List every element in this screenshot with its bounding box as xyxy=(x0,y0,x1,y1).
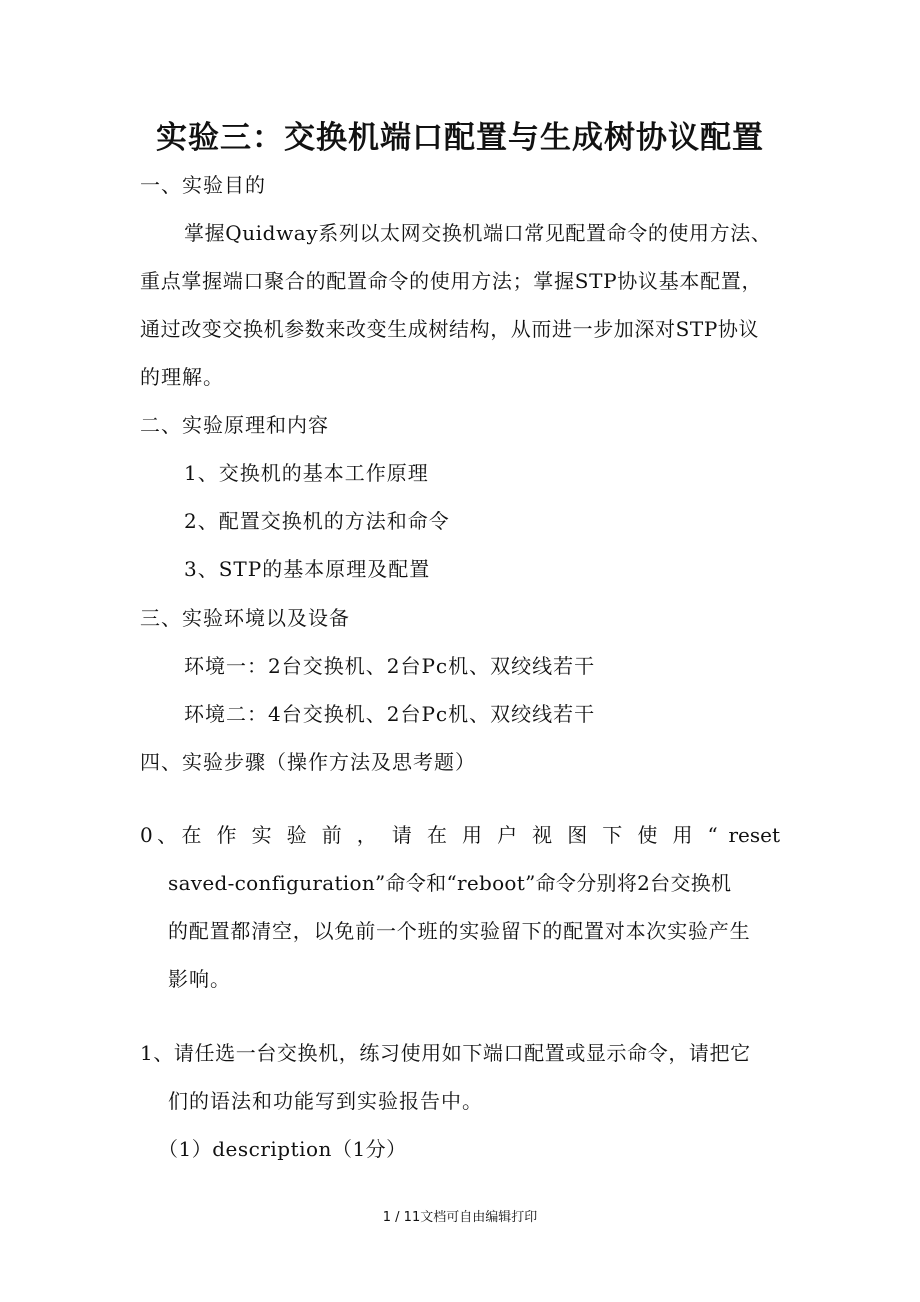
step-0-line: 影响。 xyxy=(168,967,231,991)
paragraph-line: 的理解。 xyxy=(140,365,224,389)
step-1-subitem: （1）description（1分） xyxy=(158,1137,407,1161)
section-heading-objective: 一、实验目的 xyxy=(140,173,266,197)
step-1-line: 1、请任选一台交换机，练习使用如下端口配置或显示命令，请把它 xyxy=(140,1041,751,1065)
paragraph-line: 重点掌握端口聚合的配置命令的使用方法；掌握STP协议基本配置， xyxy=(140,269,763,293)
step-1-line: 们的语法和功能写到实验报告中。 xyxy=(168,1089,483,1113)
paragraph-line: 通过改变交换机参数来改变生成树结构，从而进一步加深对STP协议 xyxy=(140,317,760,341)
page-footer: 1 / 11文档可自由编辑打印 xyxy=(382,1210,538,1225)
paragraph-line: 掌握Quidway系列以太网交换机端口常见配置命令的使用方法、 xyxy=(184,221,772,245)
list-item: 1、交换机的基本工作原理 xyxy=(184,461,429,485)
section-heading-environment: 三、实验环境以及设备 xyxy=(140,606,350,630)
step-0-line: saved-configuration”命令和“reboot”命令分别将2台交换机 xyxy=(168,871,732,895)
section-heading-steps: 四、实验步骤（操作方法及思考题） xyxy=(140,750,476,774)
list-item: 环境一：2台交换机、2台Pc机、双绞线若干 xyxy=(184,654,596,678)
list-item: 环境二：4台交换机、2台Pc机、双绞线若干 xyxy=(184,702,596,726)
list-item: 3、STP的基本原理及配置 xyxy=(184,557,431,581)
document-title: 实验三：交换机端口配置与生成树协议配置 xyxy=(156,120,764,156)
step-0-line: 0、在 作 实 验 前 ， 请 在 用 户 视 图 下 使 用 “ reset xyxy=(140,823,780,847)
section-heading-principle: 二、实验原理和内容 xyxy=(140,413,329,437)
list-item: 2、配置交换机的方法和命令 xyxy=(184,509,450,533)
step-0-line: 的配置都清空，以免前一个班的实验留下的配置对本次实验产生 xyxy=(168,919,751,943)
